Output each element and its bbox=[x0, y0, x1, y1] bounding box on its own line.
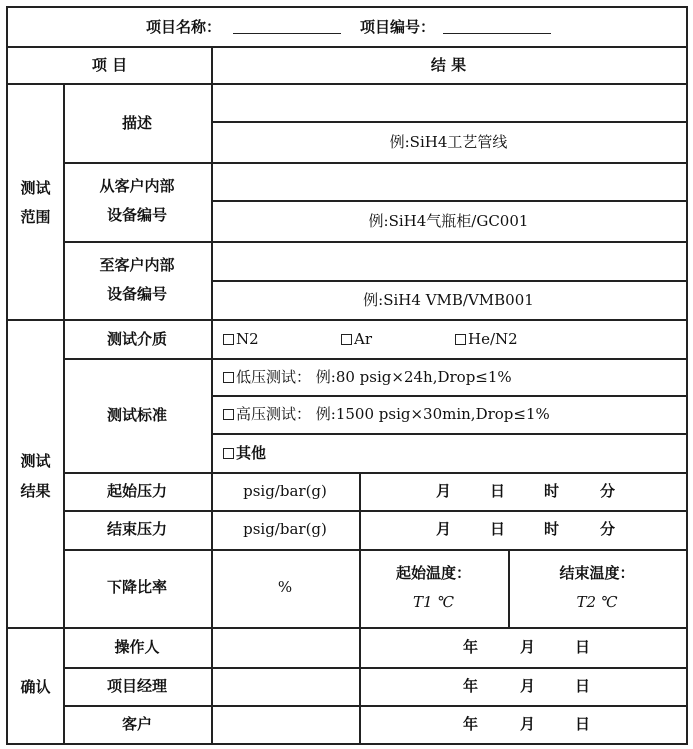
drop-rate-unit: % bbox=[277, 578, 293, 596]
confirm-label: 确认 bbox=[20, 678, 51, 696]
end-time-day: 日 bbox=[490, 520, 506, 538]
item-column-header: 项 目 bbox=[91, 56, 128, 74]
to-device-label-2: 设备编号 bbox=[106, 285, 167, 303]
customer-date-day: 日 bbox=[575, 715, 591, 733]
divider bbox=[211, 395, 686, 397]
from-device-label: 从客户内部 bbox=[99, 177, 175, 195]
description-example: 例:SiH4工艺管线 bbox=[389, 133, 508, 151]
checkbox-icon bbox=[223, 409, 234, 420]
test-record-form bbox=[6, 6, 688, 745]
project-manager-label: 项目经理 bbox=[106, 677, 167, 695]
manager-date-month: 月 bbox=[520, 677, 536, 695]
divider bbox=[508, 549, 510, 627]
customer-label: 客户 bbox=[121, 715, 152, 733]
divider bbox=[359, 627, 361, 743]
checkbox-icon bbox=[223, 448, 234, 459]
operator-label: 操作人 bbox=[114, 638, 160, 656]
divider bbox=[63, 241, 686, 243]
test-scope-label: 测试 bbox=[20, 179, 51, 197]
project-no-label: 项目编号： bbox=[360, 18, 436, 36]
end-temp-symbol: T2 ℃ bbox=[576, 593, 618, 611]
standard-low-option[interactable]: 低压测试： 例:80 psig×24h,Drop≤1% bbox=[223, 367, 512, 387]
description-label: 描述 bbox=[121, 114, 152, 132]
divider bbox=[211, 280, 686, 282]
project-no-field[interactable] bbox=[443, 17, 551, 34]
medium-option-he-n2[interactable]: He/N2 bbox=[455, 329, 518, 349]
start-temp-symbol: T1 ℃ bbox=[412, 593, 455, 611]
checkbox-icon bbox=[223, 334, 234, 345]
checkbox-icon bbox=[223, 372, 234, 383]
start-pressure-label: 起始压力 bbox=[106, 482, 167, 500]
divider bbox=[63, 667, 686, 669]
manager-date-year: 年 bbox=[463, 677, 479, 695]
end-time-minute: 分 bbox=[600, 520, 616, 538]
divider bbox=[211, 433, 686, 435]
project-name-field[interactable] bbox=[233, 17, 341, 34]
drop-rate-label: 下降比率 bbox=[106, 578, 167, 596]
divider bbox=[63, 549, 686, 551]
divider bbox=[63, 510, 686, 512]
end-pressure-unit: psig/bar(g) bbox=[243, 520, 327, 538]
divider bbox=[8, 46, 686, 48]
divider bbox=[211, 121, 686, 123]
medium-option-ar[interactable]: Ar bbox=[341, 329, 372, 349]
manager-date-day: 日 bbox=[575, 677, 591, 695]
standard-high-option[interactable]: 高压测试： 例:1500 psig×30min,Drop≤1% bbox=[223, 404, 550, 424]
start-pressure-unit: psig/bar(g) bbox=[243, 482, 327, 500]
start-time-month: 月 bbox=[436, 482, 452, 500]
divider bbox=[8, 83, 686, 85]
test-result-label-2: 结果 bbox=[20, 482, 51, 500]
operator-date-year: 年 bbox=[463, 638, 479, 656]
divider bbox=[8, 627, 686, 629]
project-name-label: 项目名称： bbox=[146, 18, 222, 36]
divider bbox=[211, 200, 686, 202]
divider bbox=[63, 705, 686, 707]
standard-other-option[interactable]: 其他 bbox=[223, 443, 266, 463]
start-time-day: 日 bbox=[490, 482, 506, 500]
end-pressure-label: 结束压力 bbox=[106, 520, 167, 538]
start-temp-label: 起始温度： bbox=[395, 564, 471, 582]
end-temp-label: 结束温度： bbox=[559, 564, 635, 582]
to-device-label: 至客户内部 bbox=[99, 256, 175, 274]
start-time-minute: 分 bbox=[600, 482, 616, 500]
customer-date-month: 月 bbox=[520, 715, 536, 733]
checkbox-icon bbox=[341, 334, 352, 345]
medium-option-n2[interactable]: N2 bbox=[223, 329, 259, 349]
operator-date-day: 日 bbox=[575, 638, 591, 656]
checkbox-icon bbox=[455, 334, 466, 345]
test-scope-label-2: 范围 bbox=[20, 208, 51, 226]
from-device-label-2: 设备编号 bbox=[106, 206, 167, 224]
test-result-label: 测试 bbox=[20, 452, 51, 470]
test-standard-label: 测试标准 bbox=[106, 406, 167, 424]
from-device-example: 例:SiH4气瓶柜/GC001 bbox=[368, 212, 529, 230]
divider bbox=[8, 319, 686, 321]
to-device-example: 例:SiH4 VMB/VMB001 bbox=[363, 291, 534, 309]
test-medium-label: 测试介质 bbox=[106, 330, 167, 348]
operator-date-month: 月 bbox=[520, 638, 536, 656]
end-time-hour: 时 bbox=[544, 520, 560, 538]
end-time-month: 月 bbox=[436, 520, 452, 538]
result-column-header: 结 果 bbox=[430, 56, 467, 74]
start-time-hour: 时 bbox=[544, 482, 560, 500]
customer-date-year: 年 bbox=[463, 715, 479, 733]
divider bbox=[63, 472, 686, 474]
divider bbox=[63, 162, 686, 164]
divider bbox=[63, 358, 686, 360]
